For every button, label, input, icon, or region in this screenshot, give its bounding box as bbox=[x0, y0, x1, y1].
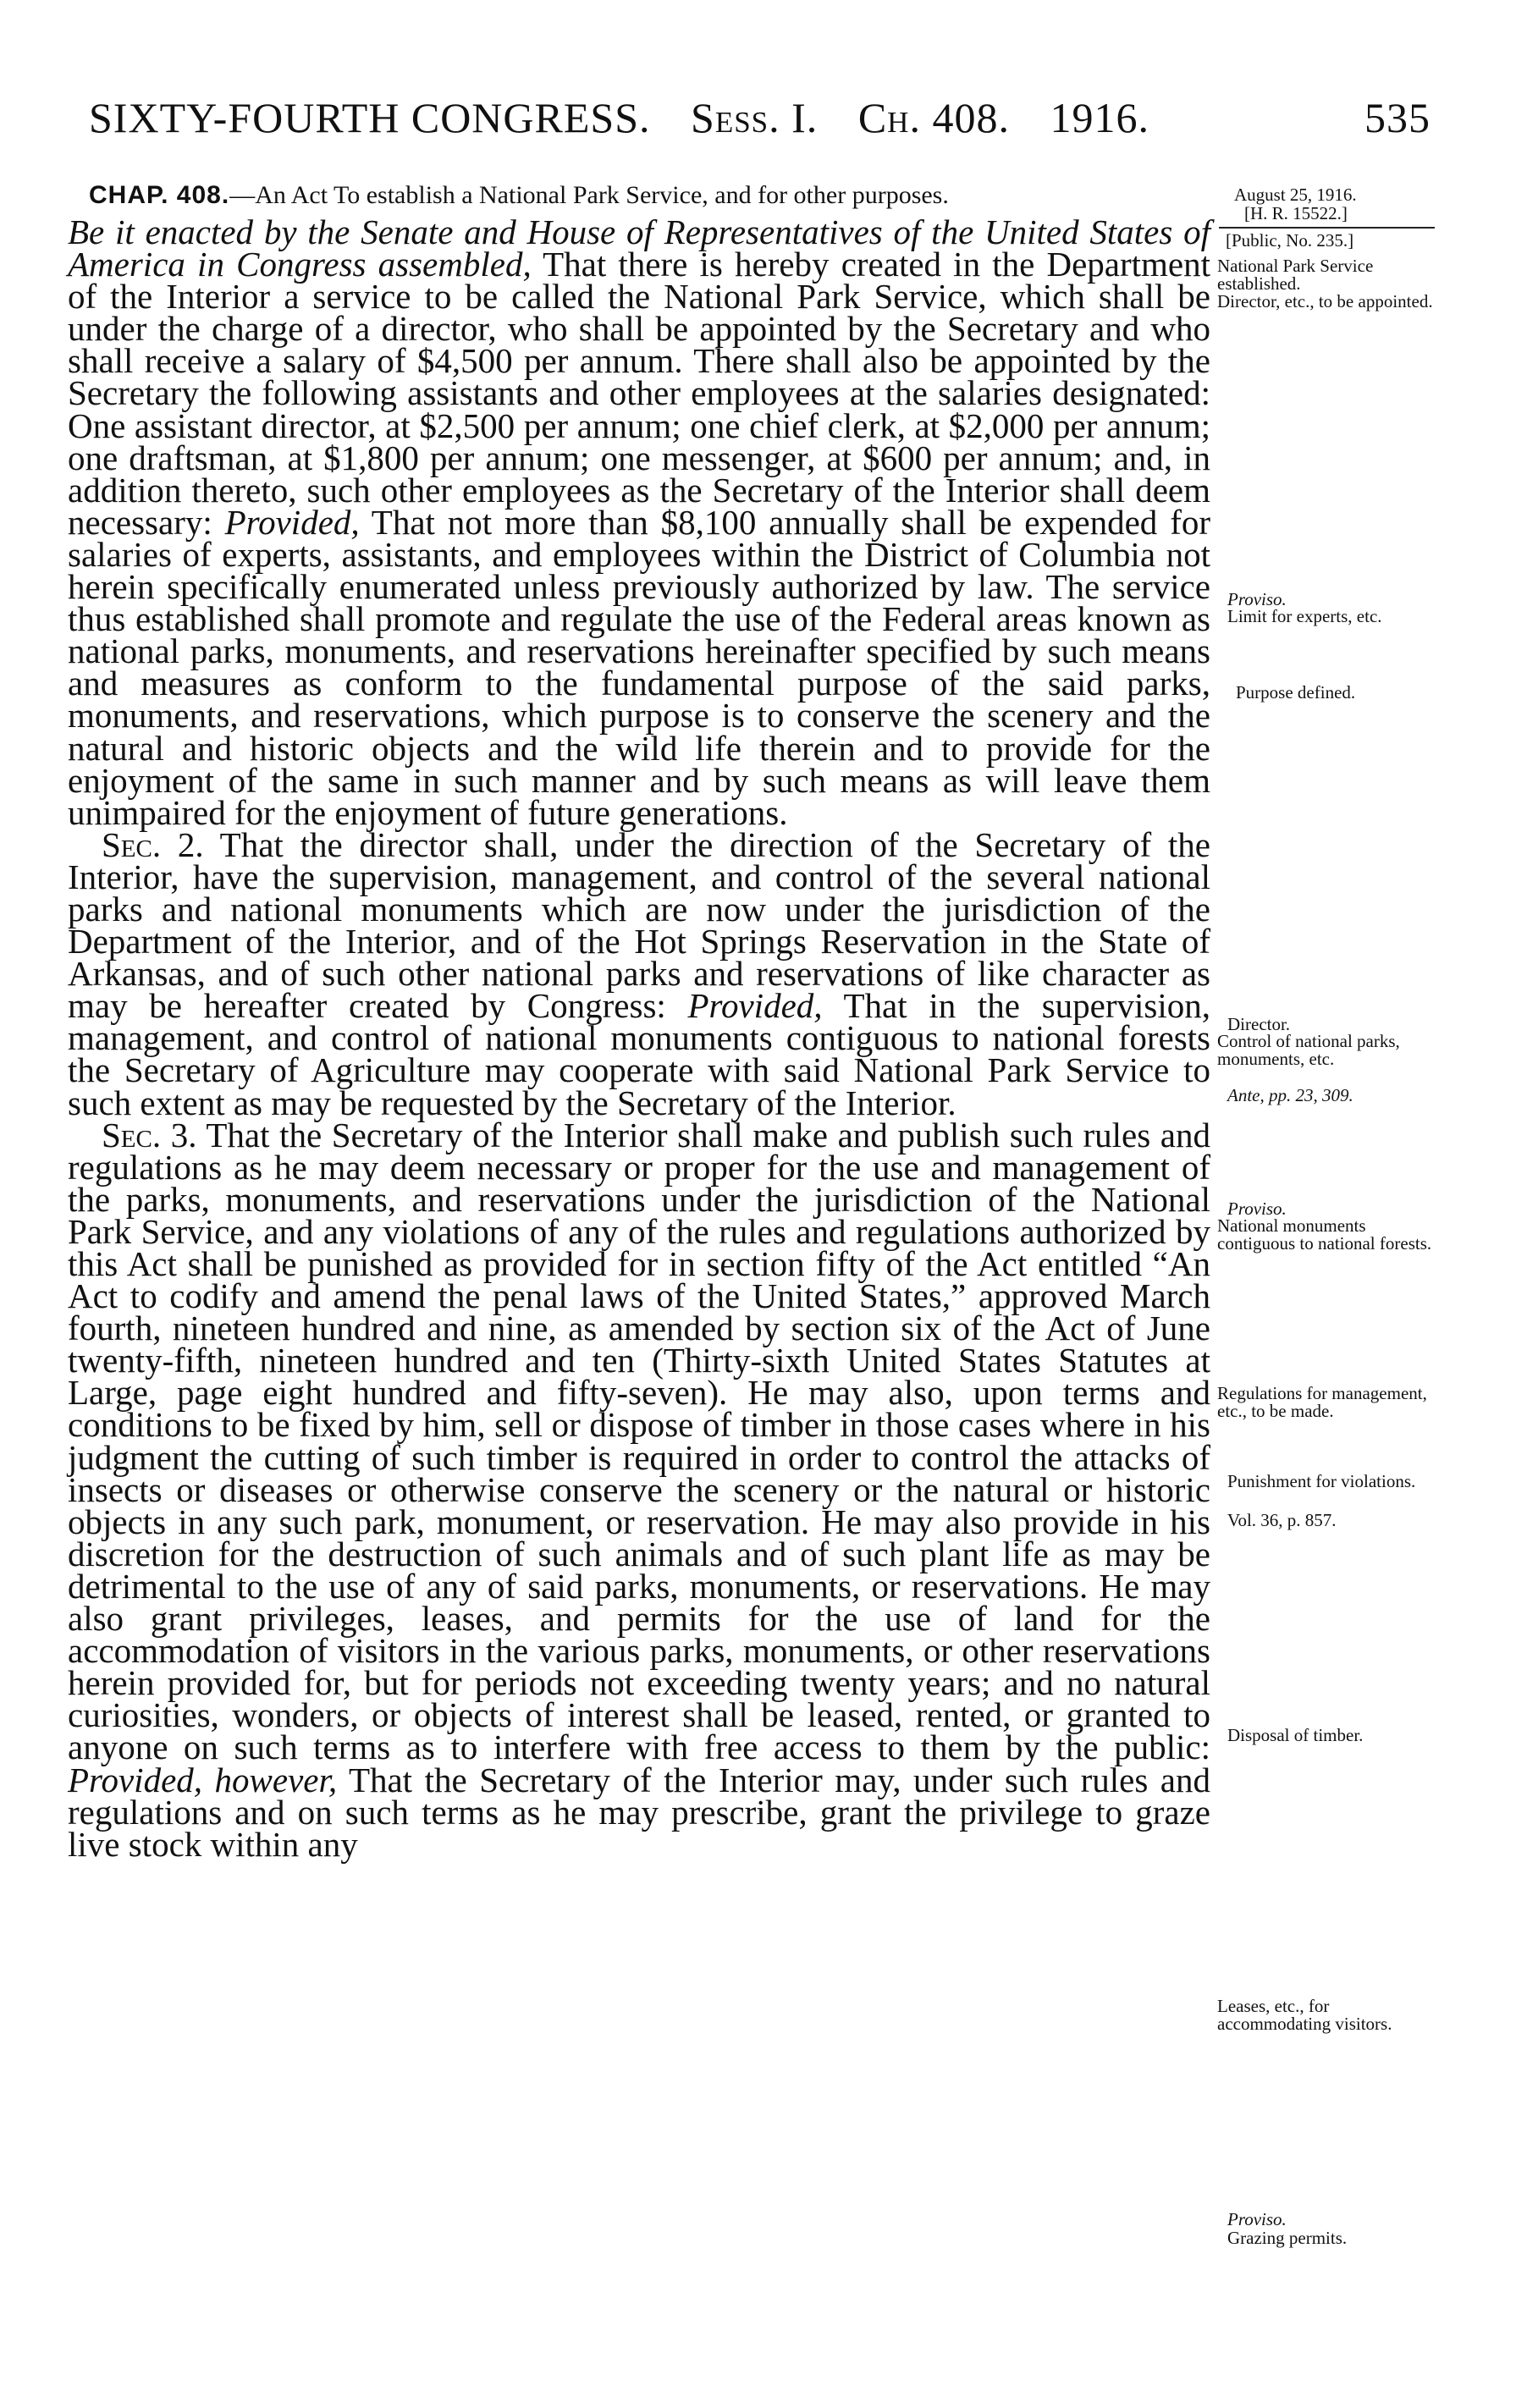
margin-punishment: Punishment for violations. bbox=[1227, 1471, 1416, 1491]
section-3-label: Sec. 3. bbox=[102, 1115, 197, 1154]
margin-service-established: National Park Service established. bbox=[1217, 256, 1374, 294]
section-2-text-continued: That in the supervision, management, and control of national monuments contiguous to national forests the Secretary of Agriculture may cooperate with said National Park Service to such extent as may be requested by the Secretary of the Interior. bbox=[68, 986, 1211, 1122]
section-3-paragraph bbox=[68, 1115, 1211, 1864]
section-2-proviso: Provided, bbox=[687, 986, 823, 1026]
section-1-paragraph bbox=[68, 212, 1211, 832]
margin-control-national-parks: Control of national parks, monuments, etc. bbox=[1217, 1031, 1400, 1069]
margin-statutes-volume: Vol. 36, p. 857. bbox=[1227, 1510, 1337, 1530]
margin-bill-number: [H. R. 15522.] bbox=[1244, 203, 1348, 223]
chapter-label: Ch. 408. bbox=[857, 94, 1010, 141]
margin-national-monuments: National monuments contiguous to national forests. bbox=[1217, 1215, 1432, 1254]
margin-regulations: Regulations for management, etc., to be made. bbox=[1217, 1383, 1427, 1421]
section-2-paragraph bbox=[68, 824, 1211, 1122]
margin-ante-reference: Ante, pp. 23, 309. bbox=[1227, 1085, 1353, 1105]
section-3-text-continued: That the Secretary of the Interior may, under such rules and regulations and on such terms as he may prescribe, grant the privilege to graze live stock within any bbox=[68, 1760, 1211, 1864]
margin-notes bbox=[1210, 0, 1464, 2408]
page-number: 535 bbox=[1364, 94, 1431, 141]
margin-proviso-3: Proviso. bbox=[1227, 2209, 1287, 2229]
section-2-text: That the director shall, under the direction of the Secretary of the Interior, have the supervision, management, and control of the several national parks and national monuments which are now under the jurisdiction of the Department of the Interior, and of the Hot Springs Reservation in the State of Arkansas, and of such other national parks and reservations of like character as may be hereafter created by Congress: bbox=[68, 824, 1211, 1026]
section-3-text: That the Secretary of the Interior shall make and publish such rules and regulations as he may deem necessary or proper for the use and management of the parks, monuments, and reservations under the jurisdiction of the National Park Service, and any violations of any of the rules and regulations authorized by this Act shall be punished as provided for in section fifty of the Act entitled “An Act to codify and amend the penal laws of the United States,” approved March fourth, nineteen hundred and nine, as amended by section six of the Act of June twenty-fifth, nineteen hundred and ten (Thirty-sixth United States Statutes at Large, page eight hundred and fifty-seven). He may also, upon terms and conditions to be fixed by him, sell or dispose of timber in those cases where in his judgment the cutting of such timber is required in order to control the attacks of insects or diseases or otherwise conserve the scenery or the natural or historic objects in any such park, monument, or reservation. He may also provide in his discretion for the destruction of such animals and of such plant life as may be detrimental to the use of any of said parks, monuments, or reservations. He may also grant privileges, leases, and permits for the use of land for the accommodation of visitors in the various parks, monuments, or other reservations herein provided for, but for periods not exceeding twenty years; and no natural curiosities, wonders, or objects of interest shall be leased, rented, or granted to anyone on such terms as to interfere with free access to them by the public: bbox=[68, 1115, 1210, 1767]
margin-proviso-1: Proviso. bbox=[1227, 589, 1287, 609]
section-2-label: Sec. 2. bbox=[102, 824, 204, 864]
session-label: Sess. I. bbox=[691, 94, 819, 141]
margin-purpose-defined: Purpose defined. bbox=[1236, 682, 1356, 703]
chapter-number: CHAP. 408. bbox=[89, 181, 230, 209]
enacting-clause: Be it enacted by the Senate and House of Representatives of the United States of America in Congress assembled, bbox=[68, 212, 1210, 284]
running-head-left bbox=[89, 93, 1178, 142]
congress-label: SIXTY-FOURTH CONGRESS. bbox=[89, 94, 651, 141]
margin-public-law: [Public, No. 235.] bbox=[1226, 230, 1354, 251]
year-label: 1916. bbox=[1050, 94, 1149, 141]
section-3-proviso: Provided, however, bbox=[68, 1760, 338, 1799]
margin-director-2: Director. bbox=[1227, 1014, 1291, 1034]
margin-limit-experts: Limit for experts, etc. bbox=[1227, 606, 1382, 626]
margin-director-appointed: Director, etc., to be appointed. bbox=[1217, 291, 1433, 311]
section-1-text: That there is hereby created in the Department of the Interior a service to be called the National Park Service, which shall be under the charge of a director, who shall be appointed by the Secretary and who shall receive a salary of $4,500 per annum. There shall also be appointed by the Secretary the following assistants and other employees at the salaries designated: One assistant director, at $2,500 per annum; one chief clerk, at $2,000 per annum; one draftsman, at $1,800 per annum; one messenger, at $600 per annum; and, in addition thereto, such other employees as the Secretary of the Interior shall deem necessary: bbox=[68, 245, 1211, 542]
margin-leases-visitors: Leases, etc., for accommodating visitors. bbox=[1217, 1996, 1392, 2034]
margin-grazing-permits: Grazing permits. bbox=[1227, 2228, 1348, 2248]
chapter-heading bbox=[89, 181, 949, 210]
section-1-text-continued: That not more than $8,100 annually shall be expended for salaries of experts, assistants, and employees within the District of Columbia not herein specifically enumerated unless previously authorized by law. The service thus established shall promote and regulate the use of the Federal areas known as national parks, monuments, and reservations hereinafter specified by such means and measures as conform to the fundamental purpose of the said parks, monuments, and reservations, which purpose is to conserve the scenery and the natural and historic objects and the wild life therein and to provide for the enjoyment of the same in such manner and by such means as will leave them unimpaired for the enjoyment of future generations. bbox=[68, 502, 1210, 832]
act-body bbox=[68, 212, 1211, 1864]
margin-date: August 25, 1916. bbox=[1234, 185, 1357, 205]
margin-disposal-timber: Disposal of timber. bbox=[1227, 1725, 1364, 1745]
margin-proviso-2: Proviso. bbox=[1227, 1198, 1287, 1219]
section-1-proviso: Provided, bbox=[224, 502, 360, 542]
act-title: —An Act To establish a National Park Service, and for other purposes. bbox=[229, 181, 949, 209]
